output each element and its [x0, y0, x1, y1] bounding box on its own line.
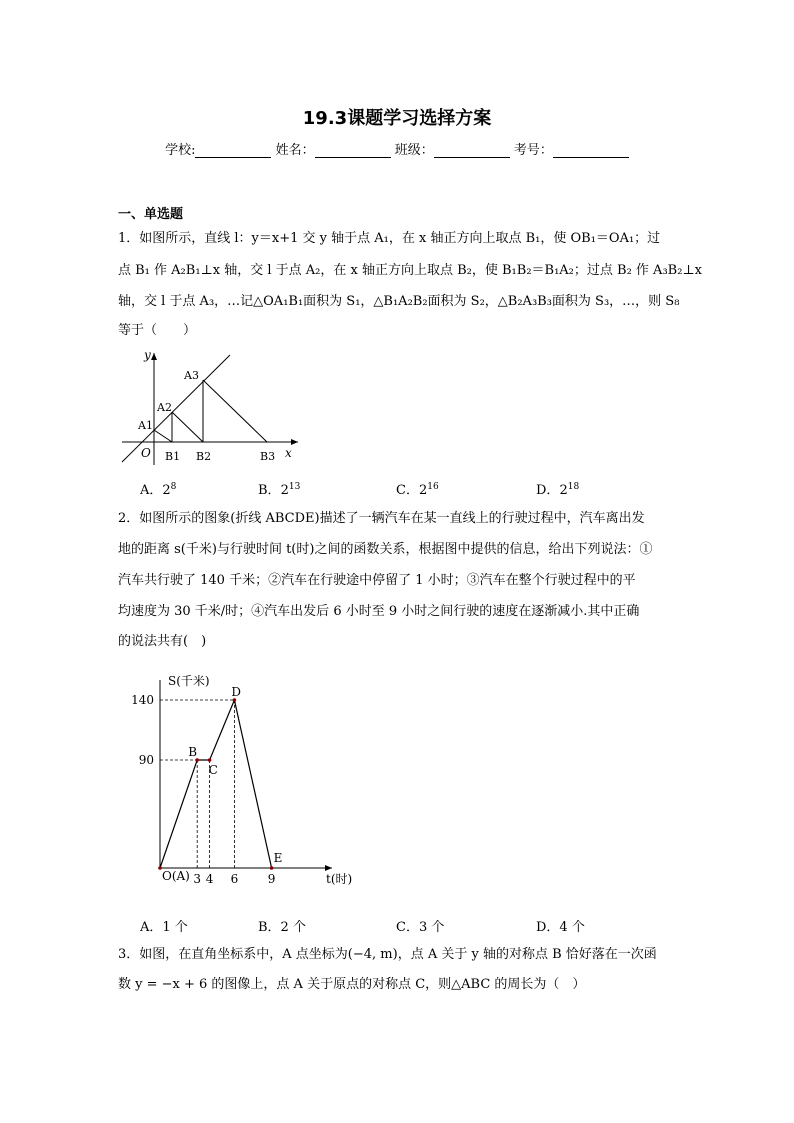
- x-tick-label: 9: [267, 872, 276, 886]
- q2-line-3: 汽车共行驶了 140 千米；②汽车在行驶途中停留了 1 小时；③汽车在整个行驶过程中的平: [118, 573, 636, 588]
- exam-no-blank[interactable]: [553, 145, 629, 158]
- q1-line-2: 点 B₁ 作 A₂B₁⊥x 轴，交 l 于点 A₂，在 x 轴正方向上取点 B₂，使 B₁B₂＝B₁A₂；过点 B₂ 作 A₃B₂⊥x: [118, 263, 702, 278]
- line-l: [122, 355, 230, 462]
- x-axis-arrow: [291, 439, 298, 445]
- q1-option-a[interactable]: [140, 479, 176, 498]
- section-title: 一、单选题: [118, 207, 184, 222]
- point-label: E: [273, 851, 283, 865]
- q2-line-2: 地的距离 s(千米)与行驶时间 t(时)之间的函数关系，根据图中提供的信息，给出下列说法：①: [118, 542, 653, 557]
- q2-option-b[interactable]: B．2 个: [258, 920, 306, 935]
- option-base: 2: [162, 483, 171, 498]
- segment-a2b2: [172, 412, 203, 442]
- option-base: 2: [559, 483, 568, 498]
- point-label: B: [188, 745, 198, 759]
- x-tick-label: 3: [193, 872, 202, 886]
- option-exponent: 16: [427, 482, 439, 492]
- label-y: y: [144, 348, 151, 362]
- page-title: 19.3课题学习选择方案: [302, 108, 492, 129]
- q1-line-4: 等于（ ）: [118, 323, 197, 338]
- option-letter: B．: [258, 483, 281, 498]
- school-blank[interactable]: [195, 145, 271, 158]
- point-label: D: [231, 685, 242, 699]
- label-a3: A3: [184, 369, 199, 382]
- option-exponent: 13: [288, 482, 301, 492]
- option-base: 2: [418, 483, 428, 498]
- x-tick-label: 4: [205, 872, 214, 886]
- label-a2: A2: [157, 401, 172, 414]
- q1-figure: [110, 345, 310, 470]
- y-axis-arrow: [151, 353, 157, 360]
- chart-y-label: S(千米): [168, 674, 210, 688]
- chart-x-label: t(时): [326, 872, 353, 886]
- q2-line-4: 均速度为 30 千米/时；④汽车出发后 6 小时至 9 小时之间行驶的速度在逐渐减小.其中正确: [118, 604, 640, 619]
- q2-option-c[interactable]: C．3 个: [396, 920, 445, 935]
- segment-a3b3: [203, 380, 267, 442]
- q1-option-c[interactable]: [396, 479, 439, 498]
- exam-no-label: 考号：: [513, 143, 553, 158]
- label-b3: B3: [260, 450, 276, 463]
- point-label: O(A): [162, 869, 190, 883]
- option-letter: C．: [396, 483, 419, 498]
- option-exponent: 8: [170, 482, 177, 492]
- q1-option-d[interactable]: [536, 479, 579, 498]
- q2-line-5: 的说法共有( ): [118, 634, 207, 649]
- q2-chart: [120, 668, 370, 893]
- x-tick-label: 6: [230, 872, 239, 886]
- name-label: 姓名：: [275, 143, 315, 158]
- point-c: [208, 758, 212, 762]
- q2-option-d[interactable]: D．4 个: [536, 920, 585, 935]
- series-line-abcde: [160, 700, 272, 868]
- option-letter: D．: [536, 483, 560, 498]
- segment-a1b1: [154, 430, 172, 442]
- q3-line-2: 数 y = −x + 6 的图像上，点 A 关于原点的对称点 C，则△ABC 的周长为（ ）: [118, 977, 586, 992]
- label-b2: B2: [196, 450, 212, 463]
- label-a1: A1: [138, 419, 153, 432]
- y-tick-label: 90: [138, 753, 154, 767]
- chart-x-arrow: [325, 865, 332, 871]
- label-x: x: [285, 446, 292, 460]
- option-letter: A．: [140, 483, 163, 498]
- student-info-line: [0, 139, 794, 158]
- name-blank[interactable]: [315, 145, 391, 158]
- q1-option-b[interactable]: [258, 479, 300, 498]
- class-label: 班级：: [394, 143, 434, 158]
- point-label: C: [208, 763, 218, 777]
- q3-line-1: 3．如图，在直角坐标系中，A 点坐标为(−4, m)，点 A 关于 y 轴的对称点 B 恰好落在一次函: [118, 947, 657, 962]
- label-b1: B1: [165, 450, 181, 463]
- school-label: 学校:: [165, 143, 196, 158]
- y-tick-label: 140: [131, 693, 154, 707]
- q1-line-1: 1．如图所示，直线 l：y＝x+1 交 y 轴于点 A₁，在 x 轴正方向上取点 B₁，使 OB₁＝OA₁；过: [118, 231, 661, 246]
- q2-line-1: 2．如图所示的图象(折线 ABCDE)描述了一辆汽车在某一直线上的行驶过程中，汽车离出发: [118, 511, 645, 526]
- q2-option-a[interactable]: A．1 个: [140, 920, 188, 935]
- point-e: [270, 866, 274, 870]
- option-exponent: 18: [567, 482, 580, 492]
- class-blank[interactable]: [434, 145, 510, 158]
- q1-line-3: 轴，交 l 于点 A₃，…记△OA₁B₁面积为 S₁，△B₁A₂B₂面积为 S₂，△B₂A₃B₃面积为 S₃，…，则 S₈: [118, 294, 680, 309]
- label-o: O: [141, 446, 151, 460]
- option-base: 2: [280, 483, 289, 498]
